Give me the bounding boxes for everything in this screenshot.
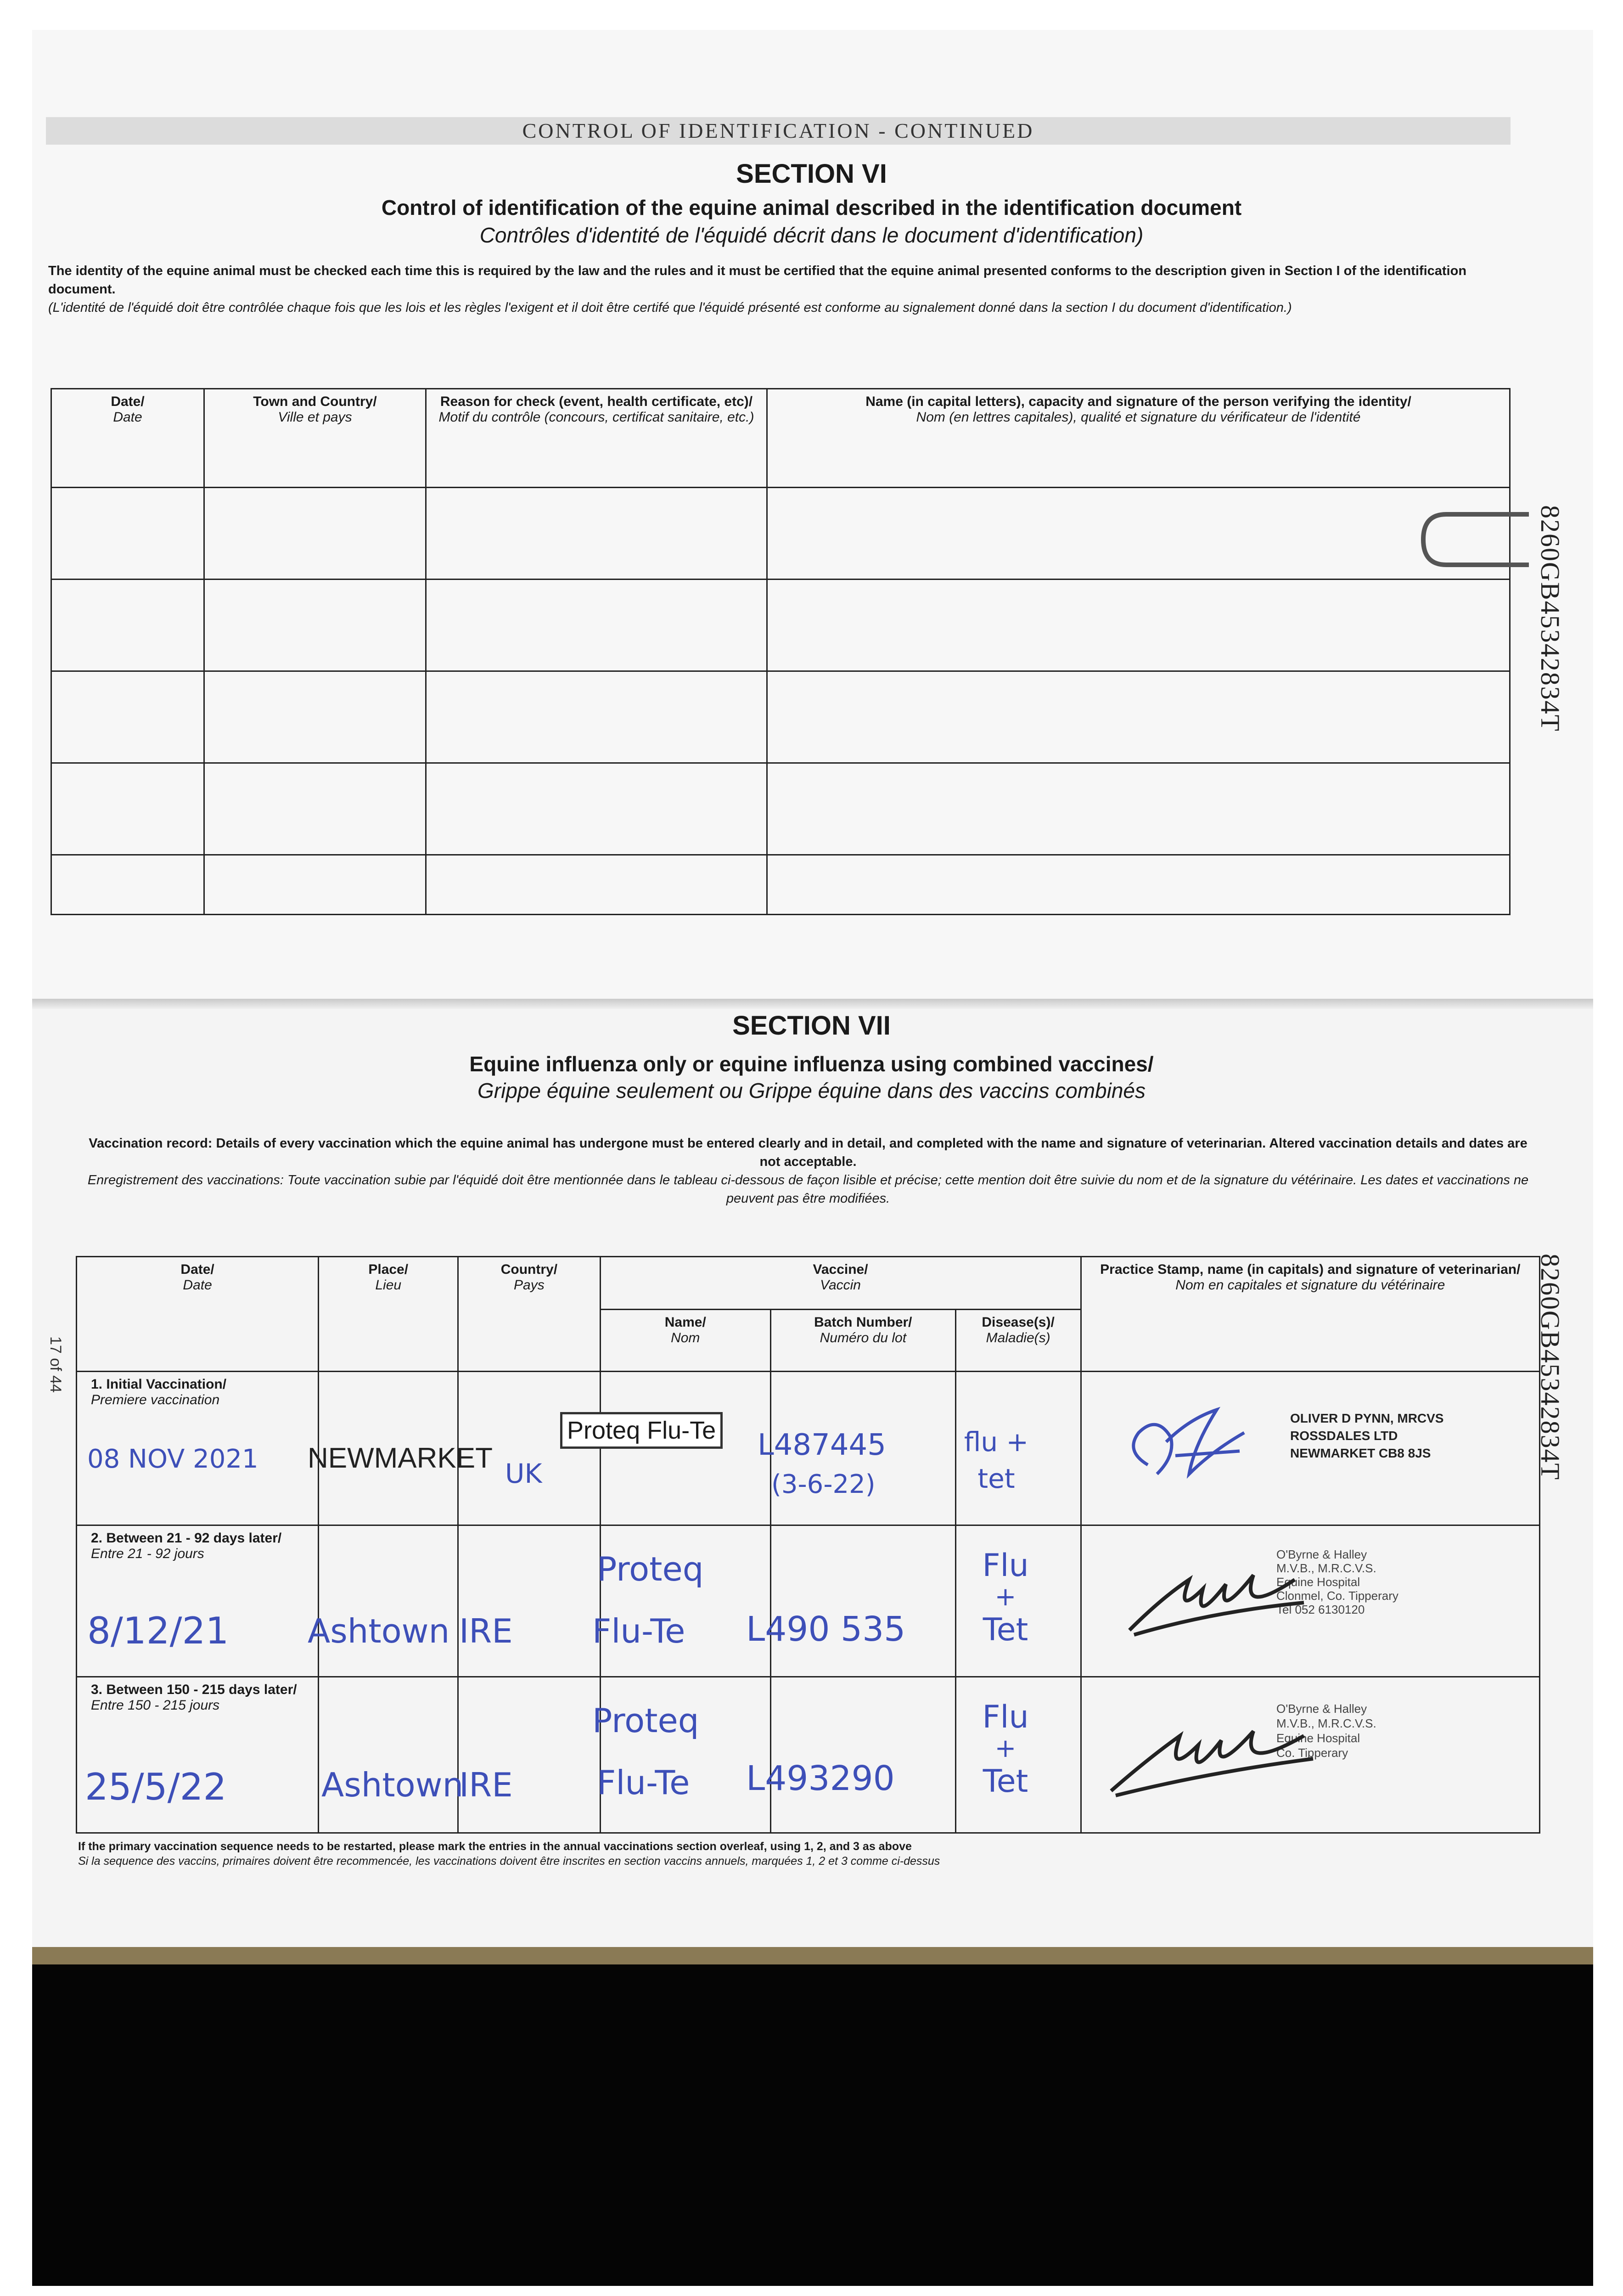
cell <box>771 1525 956 1677</box>
cell <box>51 763 204 855</box>
section-vi-para-en: The identity of the equine animal must be checked each time this is required by the law and the rules and it must be certified that the equine animal presented conforms to the description given in Section I of the identification document. <box>48 264 1467 297</box>
cell <box>600 1525 771 1677</box>
row3-vaccine-l2: Flu-Te <box>597 1763 690 1802</box>
stamp-line: M.V.B., M.R.C.V.S. <box>1276 1716 1376 1730</box>
cell <box>51 671 204 763</box>
stamp-line: NEWMARKET CB8 8JS <box>1290 1446 1431 1460</box>
row3-disease-l2: + <box>994 1733 1016 1763</box>
cell <box>204 855 426 915</box>
section-vii-para-fr: Enregistrement des vaccinations: Toute vaccination subie par l'équidé doit être mentionnée dans le tableau ci-dessous de façon lisible et précise; cette mention doit être suivie du nom et de la signature du vétérinaire. Les dates et vaccinations ne peuvent pas être modifiées. <box>87 1173 1529 1206</box>
cell <box>771 1677 956 1833</box>
row1-vaccine-stamp: Proteq Flu-Te <box>560 1412 723 1449</box>
cell <box>426 855 767 915</box>
cell <box>458 1525 600 1677</box>
cell <box>204 488 426 580</box>
stamp-line: O'Byrne & Halley <box>1276 1702 1367 1716</box>
section-vi-paragraph <box>48 262 1508 317</box>
stamp-line: Equine Hospital <box>1276 1575 1360 1589</box>
row2-disease-l1: Flu <box>982 1548 1029 1584</box>
cell <box>426 763 767 855</box>
stamp-line: Equine Hospital <box>1276 1731 1360 1745</box>
signature-icon <box>1120 1401 1258 1492</box>
row2-country: IRE <box>459 1612 513 1650</box>
cell <box>204 580 426 671</box>
row3-batch: L493290 <box>746 1759 895 1798</box>
row2-vaccine-l1: Proteq <box>597 1550 704 1588</box>
stamp-line: O'Byrne & Halley <box>1276 1548 1367 1561</box>
row-label: 3. Between 150 - 215 days later/ Entre 150 - 215 jours <box>77 1677 319 1833</box>
page-number: 17 of 44 <box>47 1336 64 1393</box>
row-label: 2. Between 21 - 92 days later/ Entre 21 - 92 jours <box>77 1525 319 1677</box>
col-date: Date/ Date <box>51 389 204 488</box>
col-vaccine-name: Name/ Nom <box>600 1310 771 1372</box>
scan-background <box>32 1964 1593 2286</box>
row1-country: UK <box>505 1458 542 1489</box>
identity-check-table <box>51 388 1511 915</box>
row2-batch: L490 535 <box>746 1609 906 1649</box>
row3-disease-l1: Flu <box>982 1699 1029 1735</box>
col-verifier: Name (in capital letters), capacity and signature of the person verifying the identity/ Nom (en lettres capitales), qualité et signature du vérificateur de l'identité <box>767 389 1510 488</box>
paper-clip-icon <box>1414 505 1533 579</box>
col-place: Place/ Lieu <box>319 1257 458 1372</box>
section-vi-subtitle-fr: Contrôles d'identité de l'équidé décrit dans le document d'identification) <box>479 223 1144 247</box>
row2-vaccine-l2: Flu-Te <box>592 1612 685 1650</box>
banner-title: CONTROL OF IDENTIFICATION - CONTINUED <box>46 117 1511 145</box>
row3-vaccine-l1: Proteq <box>592 1701 699 1740</box>
footnote-fr: Si la sequence des vaccins, primaires doivent être recommencée, les vaccinations doivent être inscrites en section vaccins annuels, marquées 1, 2 et 3 comme ci-dessus <box>78 1855 940 1868</box>
col-town: Town and Country/ Ville et pays <box>204 389 426 488</box>
stamp-line: OLIVER D PYNN, MRCVS <box>1290 1411 1444 1425</box>
row1-practice-stamp <box>1290 1410 1443 1462</box>
stamp-line: Clonmel, Co. Tipperary <box>1276 1589 1398 1603</box>
row3-place: Ashtown <box>321 1766 464 1804</box>
section-vii-title: SECTION VII <box>732 1011 891 1041</box>
col-disease: Disease(s)/ Maladie(s) <box>955 1310 1081 1372</box>
footnote <box>78 1839 1547 1868</box>
section-vii-subtitle-fr: Grippe équine seulement ou Grippe équine dans des vaccins combinés <box>477 1079 1146 1103</box>
cell <box>426 580 767 671</box>
cell <box>319 1525 458 1677</box>
stamp-line: ROSSDALES LTD <box>1290 1429 1398 1443</box>
cell <box>51 855 204 915</box>
footnote-en: If the primary vaccination sequence needs to be restarted, please mark the entries in the annual vaccinations section overleaf, using 1, 2, and 3 as above <box>78 1840 912 1853</box>
cell <box>319 1677 458 1833</box>
cell <box>426 488 767 580</box>
row1-place: NEWMARKET <box>308 1442 493 1474</box>
cell <box>767 855 1510 915</box>
row2-disease-l3: Tet <box>983 1612 1028 1648</box>
row1-batch-note: (3-6-22) <box>771 1469 876 1499</box>
book-edge <box>32 1947 1593 1964</box>
row2-place: Ashtown <box>308 1612 450 1650</box>
section-vii-subtitle: Equine influenza only or equine influenza using combined vaccines/ <box>469 1052 1154 1076</box>
section-vi-subtitle: Control of identification of the equine animal described in the identification document <box>381 196 1242 219</box>
section-vii-paragraph <box>87 1134 1529 1208</box>
cell <box>204 671 426 763</box>
col-reason: Reason for check (event, health certificate, etc)/ Motif du contrôle (concours, certificat sanitaire, etc.) <box>426 389 767 488</box>
cell <box>426 671 767 763</box>
cell <box>458 1677 600 1833</box>
row1-date: 08 NOV 2021 <box>87 1444 258 1474</box>
row-label: 1. Initial Vaccination/ Premiere vaccination <box>77 1372 319 1525</box>
cell <box>767 763 1510 855</box>
cell <box>767 671 1510 763</box>
signature-icon <box>1102 1713 1322 1805</box>
row1-batch: L487445 <box>758 1428 886 1462</box>
section-vii-para-en: Vaccination record: Details of every vaccination which the equine animal has undergone must be entered clearly and in detail, and completed with the name and signature of veterinarian. Altered vaccination details and dates are not acceptable. <box>89 1136 1528 1169</box>
cell <box>204 763 426 855</box>
stamp-line: M.V.B., M.R.C.V.S. <box>1276 1561 1376 1575</box>
row1-disease: flu + tet <box>964 1426 1029 1494</box>
side-code-top: 8260GB45342834T <box>1535 505 1565 732</box>
col-practice-stamp: Practice Stamp, name (in capitals) and signature of veterinarian/ Nom en capitales et signature du vétérinaire <box>1081 1257 1539 1372</box>
col-batch-number: Batch Number/ Numéro du lot <box>771 1310 956 1372</box>
side-code-bottom: 8260GB45342834T <box>1535 1254 1565 1480</box>
stamp-line: Co. Tipperary <box>1276 1746 1348 1760</box>
stamp-line: Tel 052 6130120 <box>1276 1603 1365 1616</box>
cell <box>51 488 204 580</box>
col-country: Country/ Pays <box>458 1257 600 1372</box>
col-vaccine: Vaccine/ Vaccin <box>600 1257 1081 1310</box>
section-vi-title: SECTION VI <box>736 159 887 189</box>
cell <box>767 580 1510 671</box>
cell <box>51 580 204 671</box>
signature-icon <box>1120 1561 1313 1644</box>
row3-disease-l3: Tet <box>983 1763 1028 1800</box>
row3-date: 25/5/22 <box>85 1766 227 1808</box>
row2-date: 8/12/21 <box>87 1609 229 1652</box>
col-date: Date/ Date <box>77 1257 319 1372</box>
page-fold <box>32 999 1593 1009</box>
cell <box>600 1677 771 1833</box>
row2-disease-l2: + <box>994 1582 1016 1612</box>
section-vi-para-fr: (L'identité de l'équidé doit être contrôlée chaque fois que les lois et les règles l'exigent et il doit être certifé que l'équidé présenté est conforme au signalement donné dans la section I du document d'identification.) <box>48 300 1292 315</box>
row3-country: IRE <box>459 1766 513 1804</box>
cell <box>767 488 1510 580</box>
